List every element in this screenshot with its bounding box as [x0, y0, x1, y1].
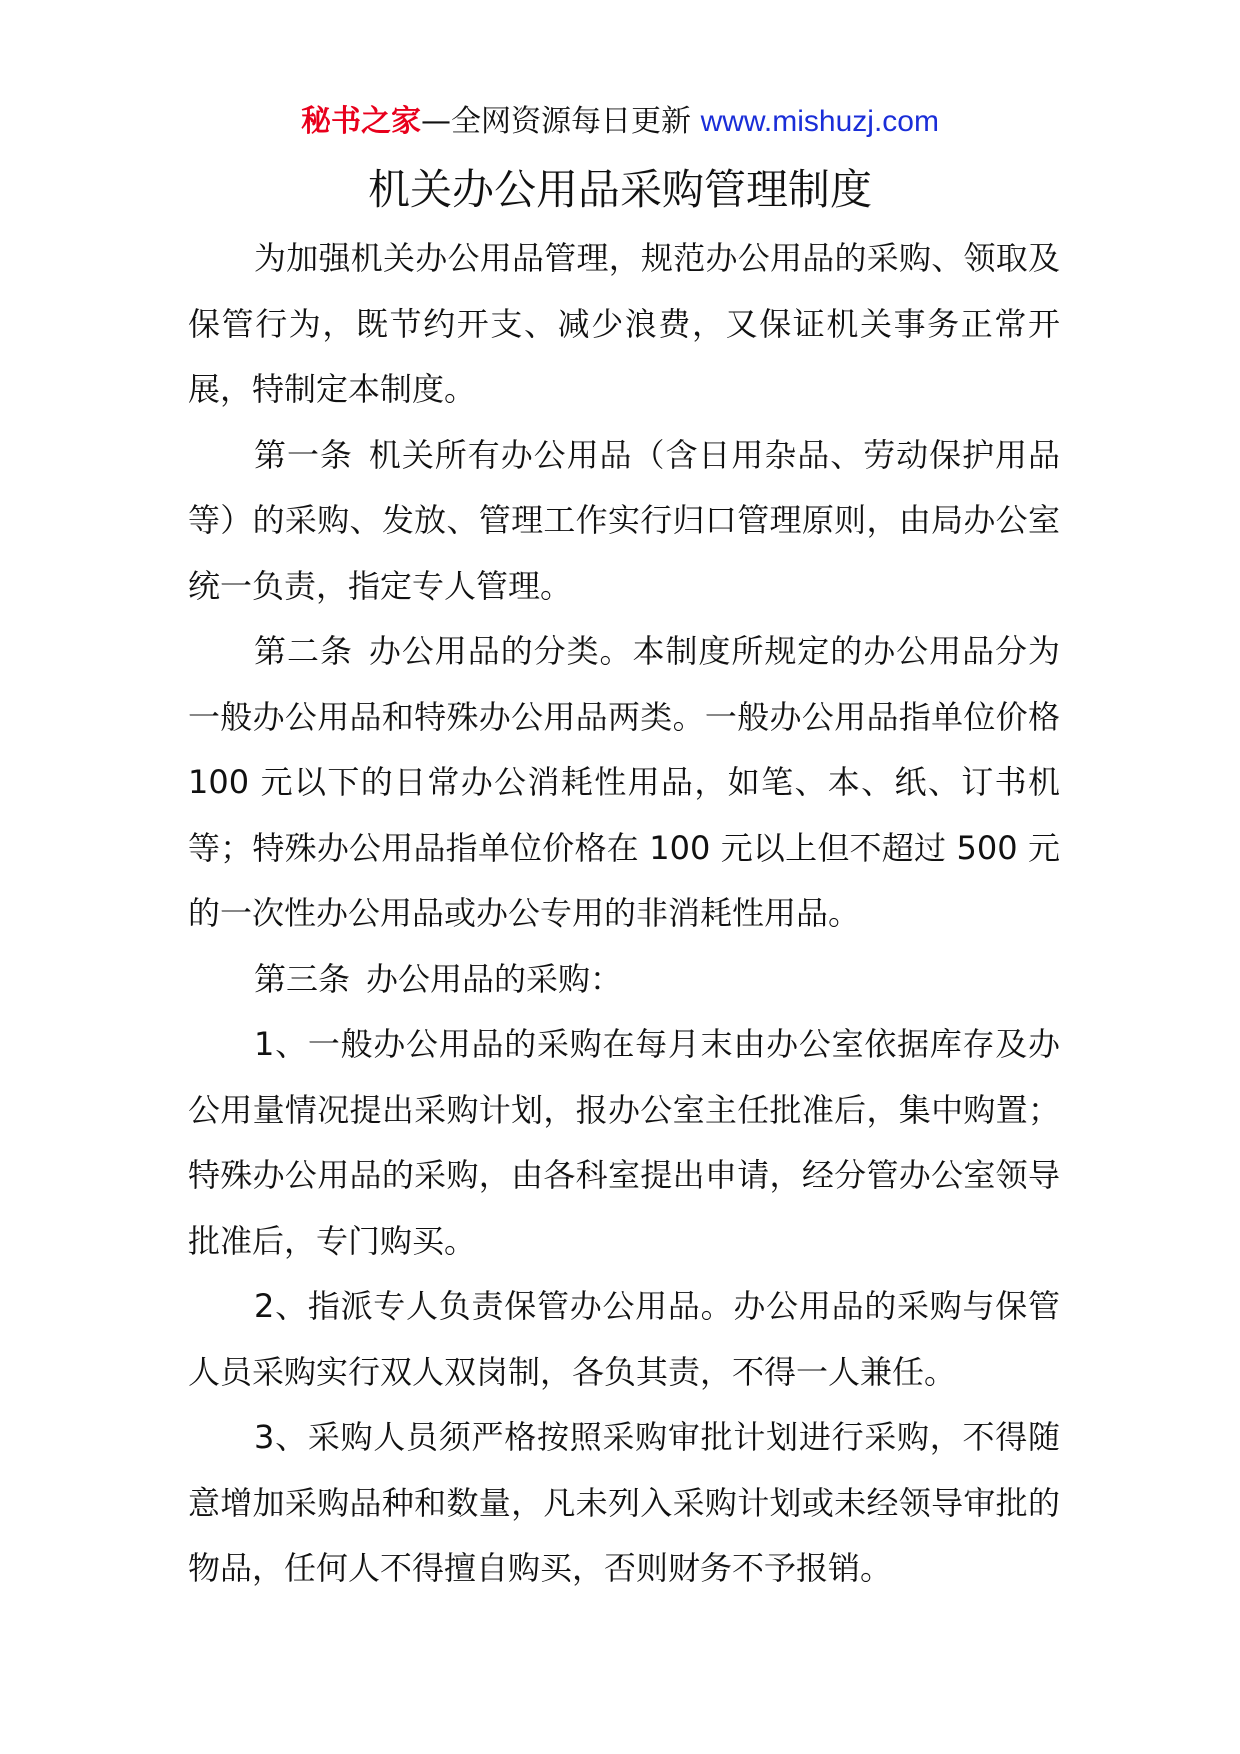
article-3-text: 办公用品的采购：	[366, 959, 623, 998]
brand-name: 秘书之家	[301, 104, 422, 139]
document-title: 机关办公用品采购管理制度	[367, 165, 872, 214]
document-body	[188, 226, 1060, 1602]
site-url: www.mishuzj.com	[700, 105, 939, 138]
article-3	[188, 947, 1060, 1013]
article-2	[188, 619, 1060, 947]
header-tagline: —全网资源每日更新	[421, 104, 692, 139]
site-header	[0, 100, 1240, 144]
article-3-item-1: 1、一般办公用品的采购在每月末由办公室依据库存及办公用量情况提出采购计划，报办公室主任批准后，集中购置；特殊办公用品的采购，由各科室提出申请，经分管办公室领导批准后，专门购买。	[188, 1025, 1060, 1260]
article-3-number: 第三条	[254, 959, 351, 998]
article-1-number: 第一条	[254, 435, 353, 474]
intro-paragraph: 为加强机关办公用品管理，规范办公用品的采购、领取及保管行为，既节约开支、减少浪费，又保证机关事务正常开展，特制定本制度。	[188, 239, 1060, 408]
article-3-item-2: 2、指派专人负责保管办公用品。办公用品的采购与保管人员采购实行双人双岗制，各负其责，不得一人兼任。	[188, 1287, 1060, 1391]
article-2-text: 办公用品的分类。本制度所规定的办公用品分为一般办公用品和特殊办公用品两类。一般办公用品指单位价格 100 元以下的日常办公消耗性用品，如笔、本、纸、订书机等；特殊办公用品指单位价格在 100 元以上但不超过 500 元的一次性办公用品或办公专用的非消耗性用品。	[188, 632, 1060, 932]
article-1-text: 机关所有办公用品（含日用杂品、劳动保护用品等）的采购、发放、管理工作实行归口管理原则，由局办公室统一负责，指定专人管理。	[188, 435, 1060, 605]
article-1	[188, 423, 1060, 620]
article-2-number: 第二条	[254, 632, 353, 670]
article-3-item-3: 3、采购人员须严格按照采购审批计划进行采购，不得随意增加采购品种和数量，凡未列入采购计划或未经领导审批的物品，任何人不得擅自购买，否则财务不予报销。	[188, 1418, 1060, 1587]
